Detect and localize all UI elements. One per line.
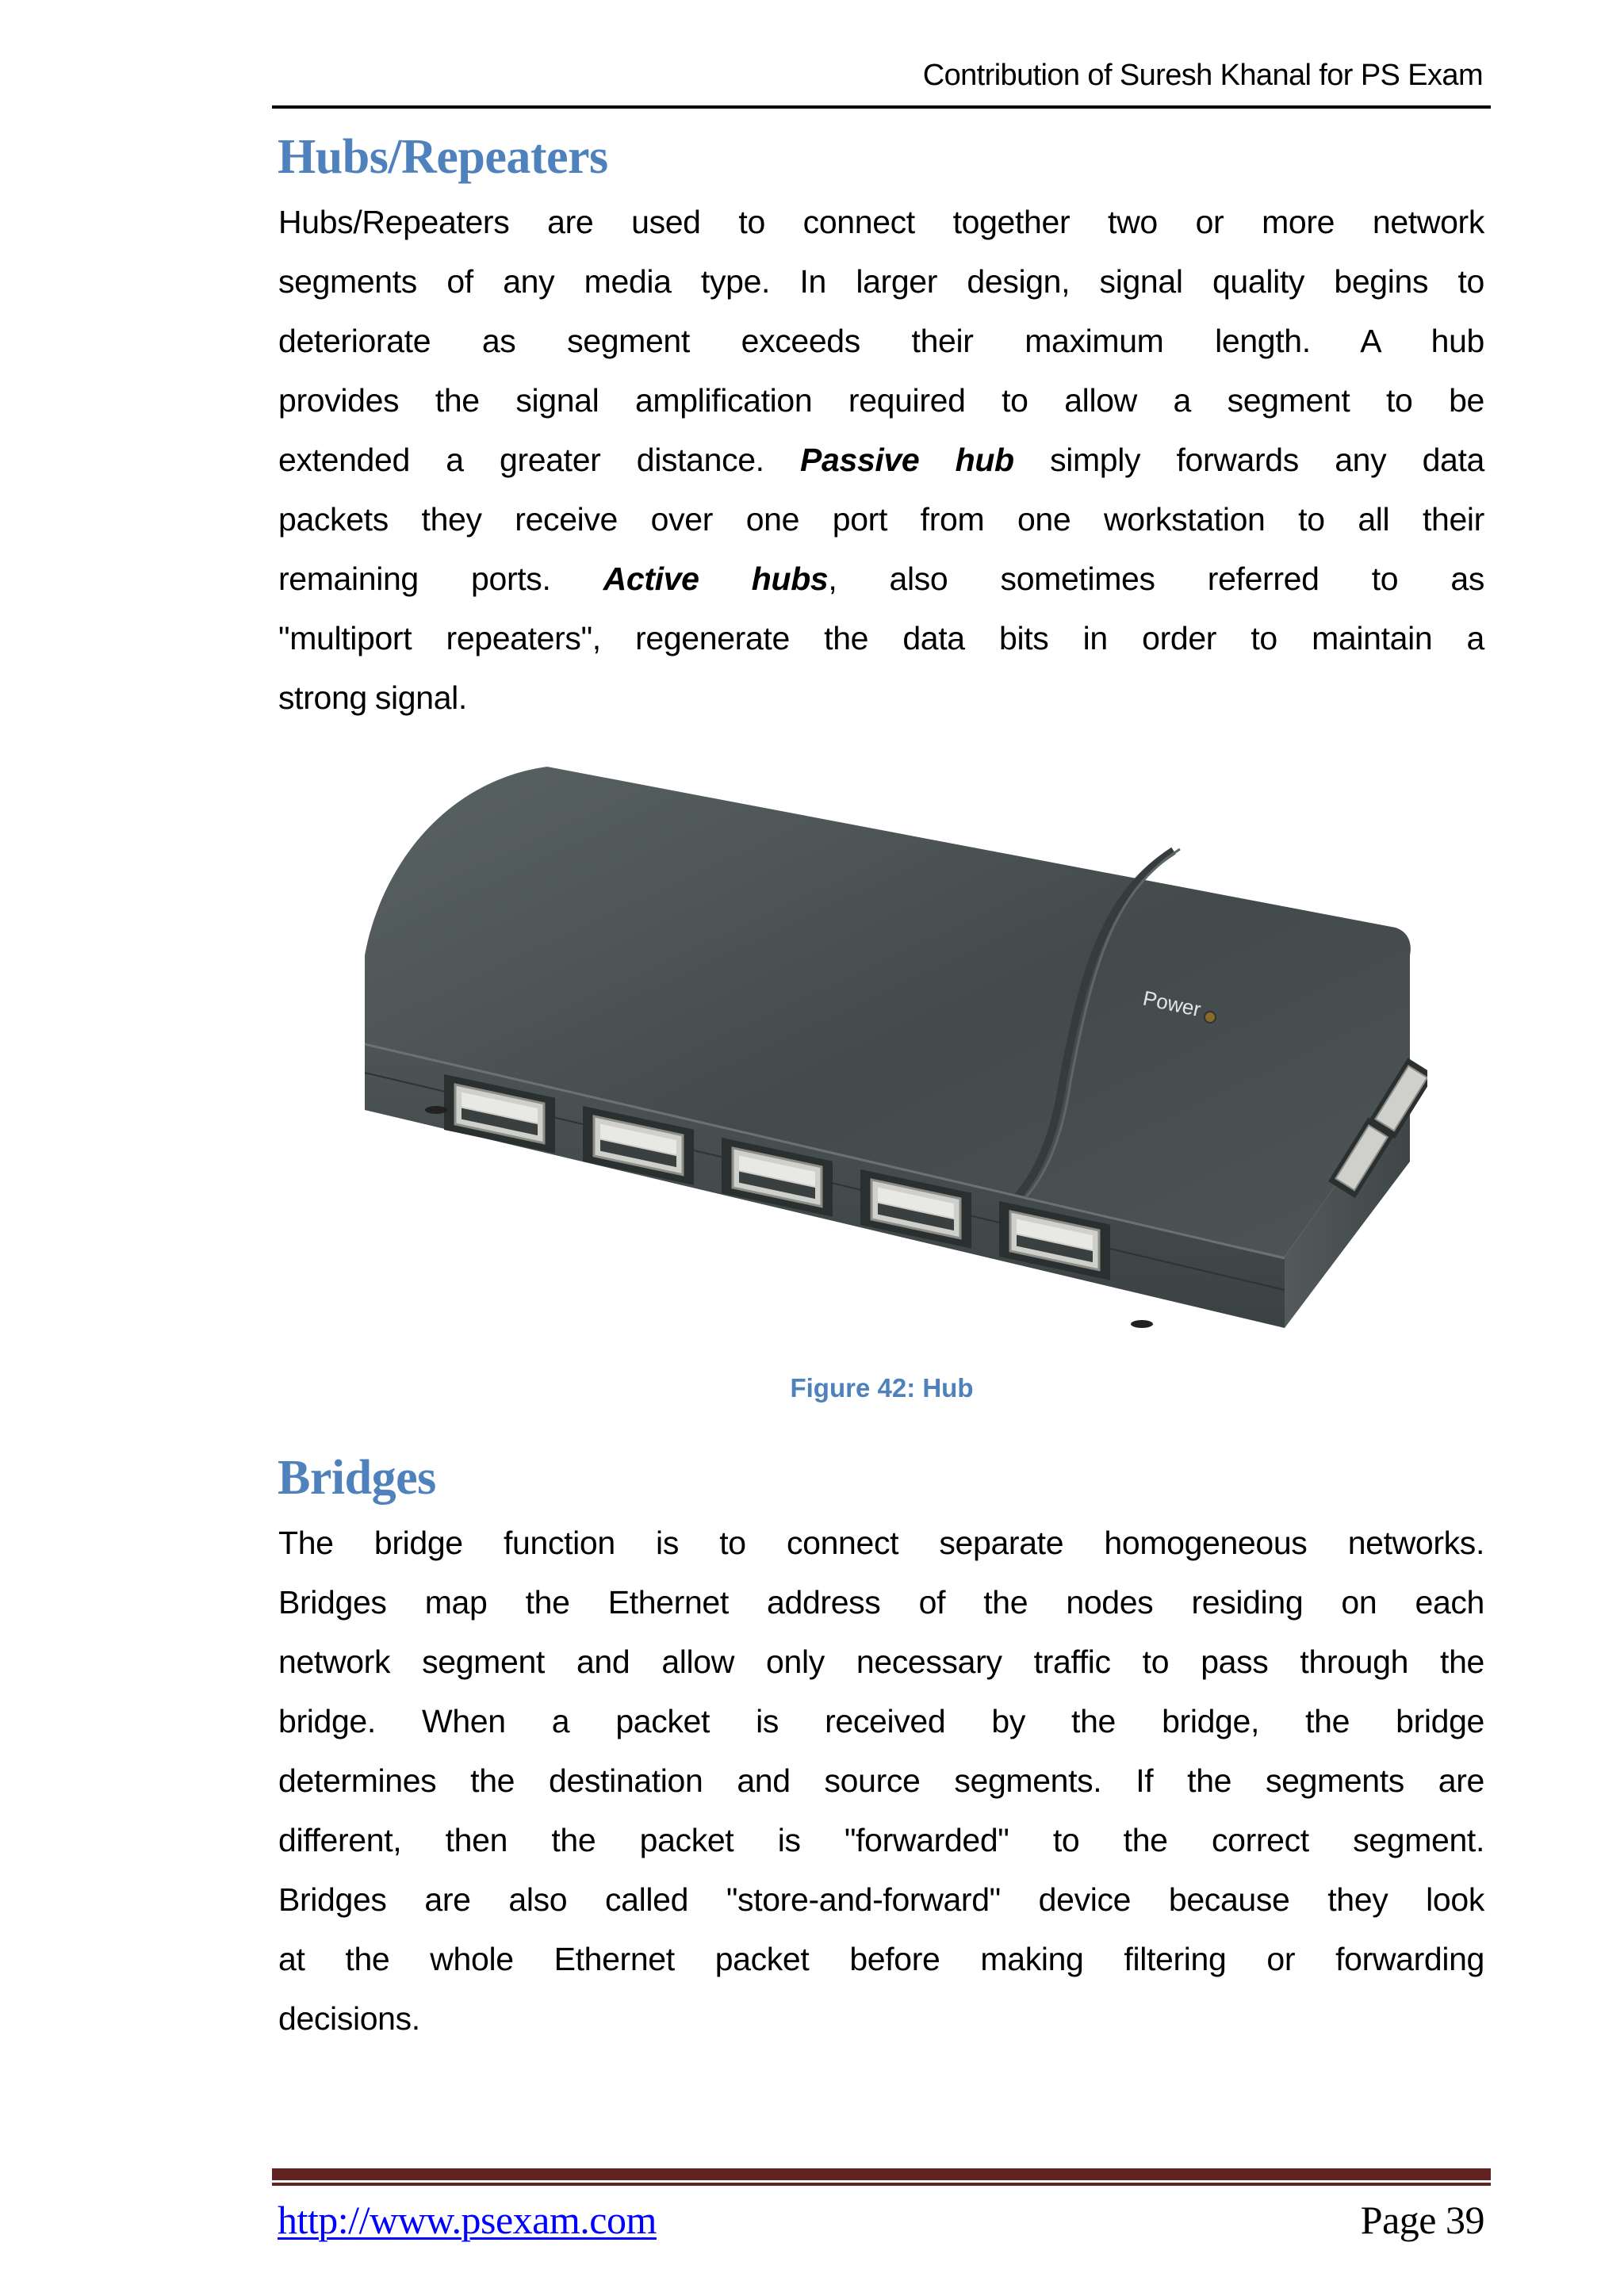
paragraph-line: segments of any media type. In larger design, signal quality begins to bbox=[278, 263, 1484, 300]
paragraph-line: provides the signal amplification required to allow a segment to be bbox=[278, 382, 1484, 419]
paragraph-line bbox=[278, 430, 1484, 490]
figure-caption: Figure 42: Hub bbox=[790, 1373, 974, 1402]
power-label: Power bbox=[1140, 985, 1204, 1022]
text-run: simply forwards any data bbox=[1013, 442, 1484, 478]
text-run: , also sometimes referred to as bbox=[828, 561, 1484, 597]
running-header: Contribution of Suresh Khanal for PS Exam bbox=[922, 59, 1483, 92]
footer-rule-thin bbox=[272, 2183, 1491, 2186]
text-run: extended a greater distance. bbox=[278, 442, 801, 478]
paragraph-line: deteriorate as segment exceeds their maximum length. A hub bbox=[278, 323, 1484, 359]
text-run: remaining ports. bbox=[278, 561, 603, 597]
paragraph-line: strong signal. bbox=[278, 679, 467, 716]
emphasis-active-hubs: Active hubs bbox=[603, 561, 829, 597]
paragraph-line: at the whole Ethernet packet before making filtering or forwarding bbox=[278, 1941, 1484, 1977]
paragraph-line: Bridges map the Ethernet address of the nodes residing on each bbox=[278, 1584, 1484, 1621]
section-heading-hubs-repeaters: Hubs/Repeaters bbox=[278, 130, 608, 184]
section-heading-bridges: Bridges bbox=[278, 1451, 436, 1505]
emphasis-passive-hub: Passive hub bbox=[800, 442, 1014, 478]
paragraph-line: packets they receive over one port from one workstation to all their bbox=[278, 501, 1484, 538]
footer-website-link[interactable]: http://www.psexam.com bbox=[278, 2198, 657, 2242]
paragraph-line: "multiport repeaters", regenerate the data bits in order to maintain a bbox=[278, 620, 1484, 656]
hub-photo bbox=[349, 749, 1427, 1336]
footer-rule-thick bbox=[272, 2168, 1491, 2180]
paragraph-line: The bridge function is to connect separate homogeneous networks. bbox=[278, 1525, 1484, 1561]
power-led-icon bbox=[1205, 1012, 1216, 1023]
paragraph-line: bridge. When a packet is received by the bridge, the bridge bbox=[278, 1703, 1484, 1739]
paragraph-line: different, then the packet is "forwarded" to the correct segment. bbox=[278, 1822, 1484, 1858]
paragraph-bridges bbox=[278, 1513, 1484, 2049]
paragraph-line: Bridges are also called "store-and-forward" device because they look bbox=[278, 1881, 1484, 1918]
paragraph-line: Hubs/Repeaters are used to connect together two or more network bbox=[278, 204, 1484, 240]
page-number: Page 39 bbox=[1360, 2198, 1484, 2242]
paragraph-hubs-repeaters bbox=[278, 193, 1484, 728]
header-rule bbox=[272, 105, 1491, 109]
paragraph-line bbox=[278, 549, 1484, 609]
paragraph-line: decisions. bbox=[278, 2000, 420, 2037]
paragraph-line: determines the destination and source segments. If the segments are bbox=[278, 1762, 1484, 1799]
paragraph-line: network segment and allow only necessary traffic to pass through the bbox=[278, 1644, 1484, 1680]
